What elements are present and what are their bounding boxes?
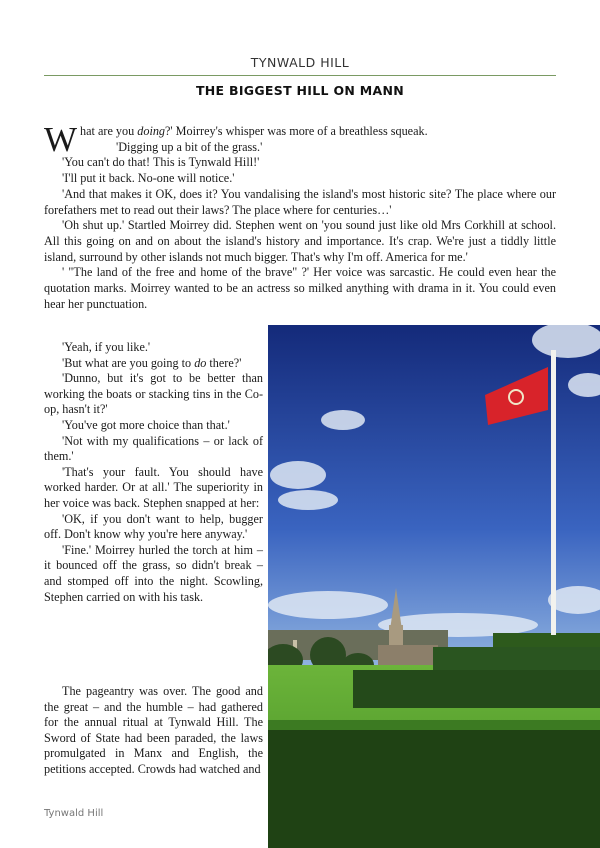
p1-text-a: hat are you — [80, 124, 138, 138]
column-paragraph-4: 'You've got more choice than that.' — [62, 417, 230, 432]
page-footer: Tynwald Hill — [44, 808, 104, 819]
p1-text-b: ?' Moirrey's whisper was more of a breathless squeak. — [165, 124, 428, 138]
paragraph-6: 'Oh shut up.' Startled Moirrey did. Stephen went on 'you sound just like old Mrs Corkhill at school. All this going on and on about the island's history and importance. It's crap. We're just a tiddly little island, surround by other islands not much bigger. That's why I'm off. America for me.' — [44, 218, 556, 264]
paragraph-7: ' "The land of the free and home of the brave" ?' Her voice was sarcastic. He could even hear the quotation marks. Moirrey wanted to be an actress so milked anything with drama in it. You could even hear her punctuation. — [44, 265, 556, 311]
paragraph-4: 'I'll put it back. No-one will notice.' — [62, 171, 235, 186]
paragraph-2: 'Digging up a bit of the grass.' — [116, 139, 263, 154]
paragraph-5: 'And that makes it OK, does it? You vandalising the island's most historic site? The place where our forefathers met to read out their laws? The place where for centuries…' — [44, 186, 556, 217]
column-paragraph-3: 'Dunno, but it's got to be better than working the boats or stacking tins in the Co-op, hasn't it?' — [44, 371, 263, 417]
paragraph-3: 'You can't do that! This is Tynwald Hill!' — [62, 155, 260, 170]
header-rule — [44, 75, 556, 76]
cp2-text-a: 'But what are you going to — [62, 355, 195, 370]
column-paragraph-2 — [44, 356, 263, 372]
section-two-paragraph: The pageantry was over. The good and the great – and the humble – had gathered for the annual ritual at Tynwald Hill. The Sword of State had been paraded, the laws promulgated in Manx and English, the petitions accepted. Crowds had watched and — [44, 684, 263, 776]
column-paragraph-6: 'That's your fault. You should have worked harder. Or at all.' The superiority in her voice was back. Stephen snapped at her: — [44, 464, 263, 510]
left-column-dialogue — [44, 340, 263, 605]
running-header: TYNWALD HILL — [250, 55, 350, 70]
cp2-text-b: there?' — [206, 355, 242, 370]
left-column-section-two — [44, 684, 263, 778]
drop-cap: W — [44, 120, 78, 159]
full-width-text — [44, 120, 556, 312]
column-paragraph-1: 'Yeah, if you like.' — [62, 340, 151, 354]
cp2-italic: do — [194, 355, 207, 370]
column-paragraph-5: 'Not with my qualifications – or lack of them.' — [44, 433, 263, 464]
flagpole — [551, 350, 556, 635]
column-paragraph-7: 'OK, if you don't want to help, bugger off. Don't know why you're here anyway.' — [44, 511, 263, 542]
chapter-title: THE BIGGEST HILL ON MANN — [195, 83, 405, 98]
tynwald-hill-photo — [268, 325, 600, 848]
column-paragraph-8: 'Fine.' Moirrey hurled the torch at him – it bounced off the grass, so didn't break – and stomped off into the night. Scowling, Stephen carried on with his task. — [44, 542, 263, 604]
p1-italic: doing — [137, 124, 166, 138]
